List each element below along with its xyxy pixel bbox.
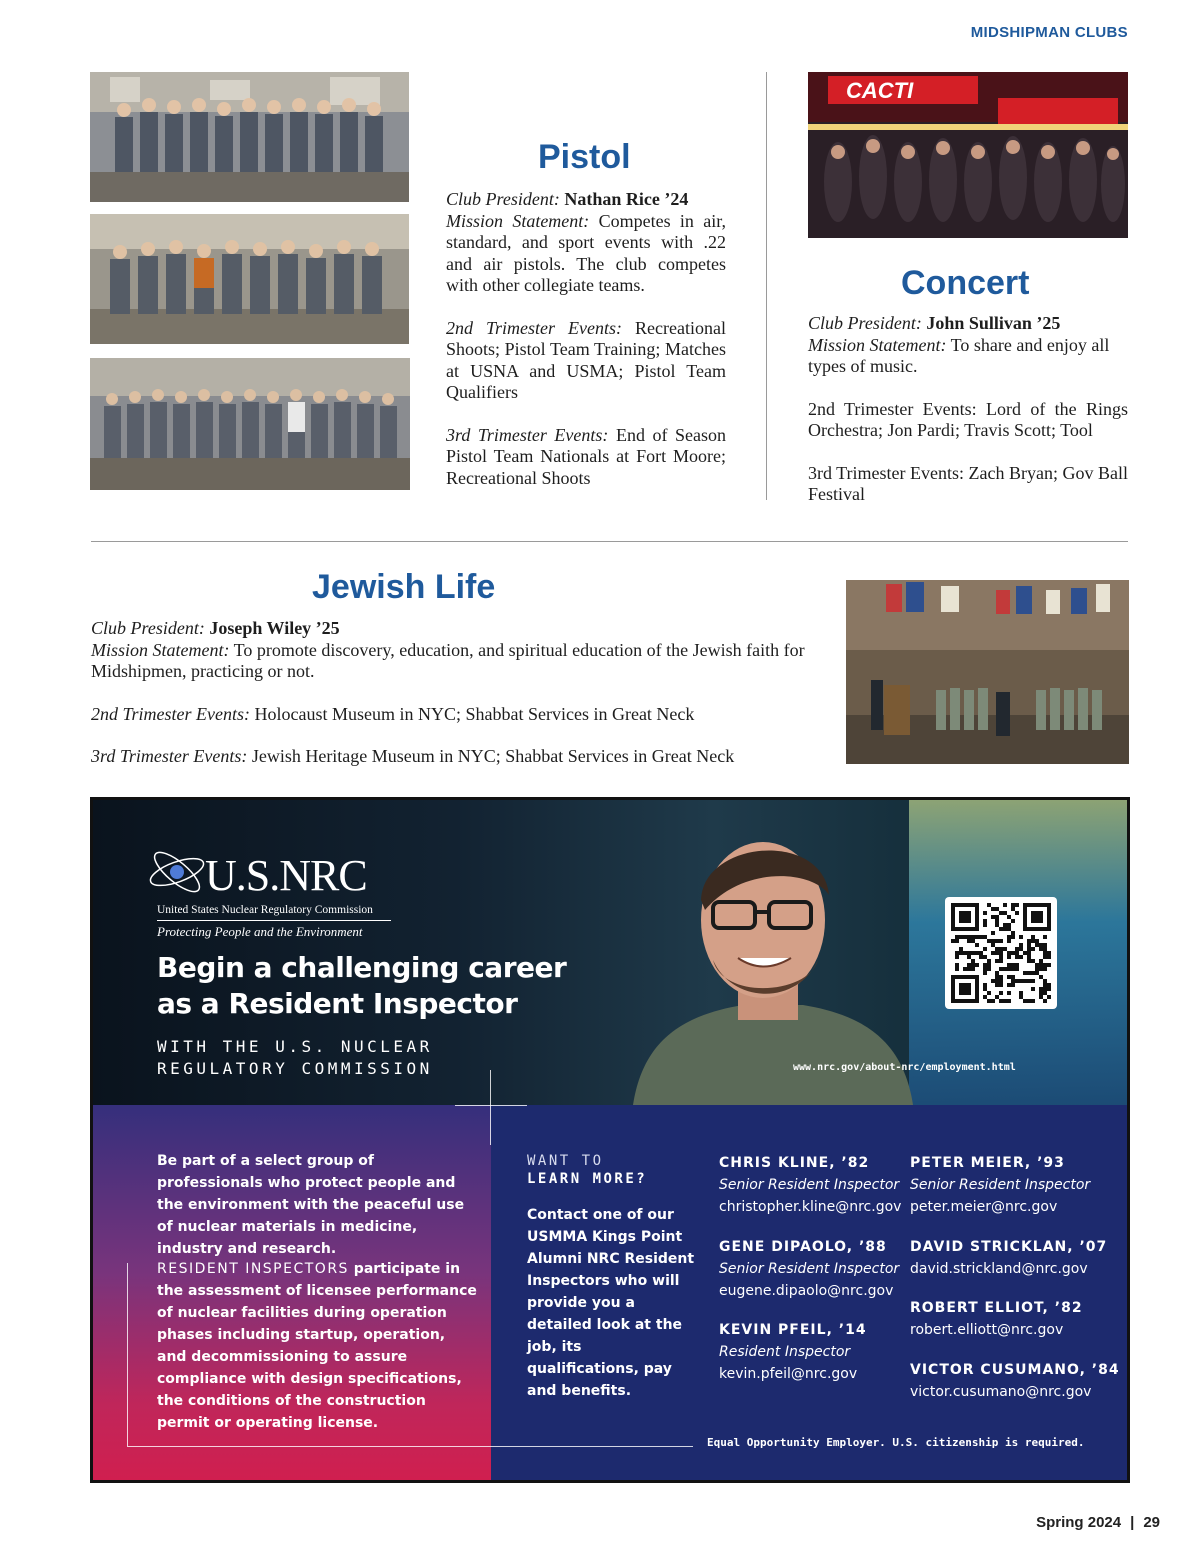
decorative-crosshair bbox=[490, 1070, 491, 1145]
qr-code[interactable] bbox=[945, 897, 1057, 1009]
decorative-frame bbox=[127, 1446, 693, 1447]
jewish-life-photo bbox=[846, 580, 1129, 764]
inspector-email[interactable]: david.strickland@nrc.gov bbox=[910, 1261, 1088, 1277]
nrc-advertisement bbox=[90, 797, 1130, 1483]
concert-t2-line: 2nd Trimester Events: Lord of the Rings Orchestra; Jon Pardi; Travis Scott; Tool bbox=[808, 398, 1128, 440]
inspector-email[interactable]: christopher.kline@nrc.gov bbox=[719, 1199, 902, 1215]
section-label: MIDSHIPMAN CLUBS bbox=[970, 24, 1128, 41]
ad-hero-photo bbox=[593, 810, 923, 1105]
concert-photo bbox=[808, 72, 1128, 238]
pistol-president-line: Club President: Nathan Rice ’24 Mission Statement: Competes in air, standard, and sport events with .22 and air pistols. The club competes with other collegiate teams. bbox=[446, 189, 726, 295]
inspector-email[interactable]: eugene.dipaolo@nrc.gov bbox=[719, 1283, 894, 1299]
jewish-t2-line: 2nd Trimester Events: Holocaust Museum in NYC; Shabbat Services in Great Neck bbox=[91, 703, 695, 724]
column-divider bbox=[766, 72, 767, 500]
concert-title: Concert bbox=[901, 264, 1030, 302]
pistol-t3-line: 3rd Trimester Events: End of Season Pistol Team Nationals at Fort Moore; Recreational Shoots bbox=[446, 424, 727, 488]
inspector-card: PETER MEIER, ’93 Senior Resident Inspector peter.meier@nrc.gov bbox=[910, 1152, 1090, 1218]
nrc-logo-name: U.S.NRC bbox=[205, 851, 367, 900]
jewish-t3-line: 3rd Trimester Events: Jewish Heritage Museum in NYC; Shabbat Services in Great Neck bbox=[91, 746, 735, 766]
pistol-photo-2 bbox=[90, 214, 409, 344]
inspector-card: CHRIS KLINE, ’82 Senior Resident Inspector christopher.kline@nrc.gov bbox=[719, 1152, 901, 1218]
concert-t3-line: 3rd Trimester Events: Zach Bryan; Gov Ball Festival bbox=[808, 462, 1128, 504]
pistol-t2-line: 2nd Trimester Events: Recreational Shoots; Pistol Team Training; Matches at USNA and USMA; Pistol Team Qualifiers bbox=[446, 317, 726, 402]
ad-intro-paragraph: Be part of a select group of professionals who protect people and the environment with the peaceful use of nuclear materials in medicine, industry and research. bbox=[157, 1153, 465, 1257]
pistol-body bbox=[446, 189, 726, 489]
inspector-card: GENE DIPAOLO, ’88 Senior Resident Inspector eugene.dipaolo@nrc.gov bbox=[719, 1236, 899, 1302]
inspector-card: ROBERT ELLIOT, ’82 robert.elliott@nrc.gov bbox=[910, 1297, 1083, 1341]
ad-headline: Begin a challenging career as a Resident Inspector bbox=[157, 951, 567, 1020]
footer-separator: | bbox=[1130, 1514, 1135, 1531]
contact-paragraph: Contact one of our USMMA Kings Point Alumni NRC Resident Inspectors who will provide you a detailed look at the job, its qualifications, pay and benefits. bbox=[527, 1207, 695, 1399]
page-number: 29 bbox=[1143, 1514, 1160, 1531]
inspector-email[interactable]: peter.meier@nrc.gov bbox=[910, 1199, 1058, 1215]
nrc-logo-fullname: United States Nuclear Regulatory Commission bbox=[157, 904, 373, 916]
pistol-photo-3 bbox=[90, 358, 410, 490]
atom-icon bbox=[145, 846, 209, 898]
ad-subheadline: WITH THE U.S. NUCLEAR REGULATORY COMMISSION bbox=[157, 1037, 433, 1078]
ad-url[interactable]: www.nrc.gov/about-nrc/employment.html bbox=[793, 1062, 1016, 1073]
ad-inspectors-paragraph: RESIDENT INSPECTORS participate in the assessment of licensee performance of nuclear facilities during operation phases including startup, operation, and decommissioning to assure compliance with design specifications, the conditions of the construction permit or operating license. bbox=[157, 1261, 477, 1431]
inspector-card: KEVIN PFEIL, ’14 Resident Inspector kevin.pfeil@nrc.gov bbox=[719, 1319, 867, 1385]
pistol-photo-1 bbox=[90, 72, 409, 202]
jewish-president-line: Club President: Joseph Wiley ’25 Mission Statement: To promote discovery, education, and spiritual education of the Jewish faith for Midshipmen, practicing or not. bbox=[91, 618, 805, 681]
inspector-email[interactable]: kevin.pfeil@nrc.gov bbox=[719, 1366, 858, 1382]
decorative-crosshair bbox=[455, 1105, 527, 1106]
issue-label: Spring 2024 bbox=[1036, 1514, 1122, 1531]
inspector-email[interactable]: robert.elliott@nrc.gov bbox=[910, 1322, 1064, 1338]
nrc-logo-tagline: Protecting People and the Environment bbox=[157, 924, 363, 939]
decorative-frame bbox=[127, 1263, 128, 1446]
jewish-life-body bbox=[91, 618, 816, 768]
want-to-learn-more: WANT TO LEARN MORE? bbox=[527, 1153, 648, 1187]
section-divider bbox=[91, 541, 1128, 542]
concert-photo-sign: CACTI bbox=[846, 78, 914, 103]
jewish-life-title: Jewish Life bbox=[312, 568, 496, 606]
page-footer bbox=[1036, 1514, 1160, 1531]
concert-body bbox=[808, 313, 1128, 506]
pistol-title: Pistol bbox=[538, 138, 631, 176]
concert-president-line: Club President: John Sullivan ’25 Mission Statement: To share and enjoy all types of music. bbox=[808, 313, 1110, 376]
inspector-card: VICTOR CUSUMANO, ’84 victor.cusumano@nrc.gov bbox=[910, 1359, 1120, 1403]
inspector-card: DAVID STRICKLAN, ’07 david.strickland@nrc.gov bbox=[910, 1236, 1107, 1280]
inspector-email[interactable]: victor.cusumano@nrc.gov bbox=[910, 1384, 1092, 1400]
equal-opportunity-note: Equal Opportunity Employer. U.S. citizenship is required. bbox=[707, 1436, 1085, 1449]
nrc-logo-rule bbox=[157, 920, 391, 921]
